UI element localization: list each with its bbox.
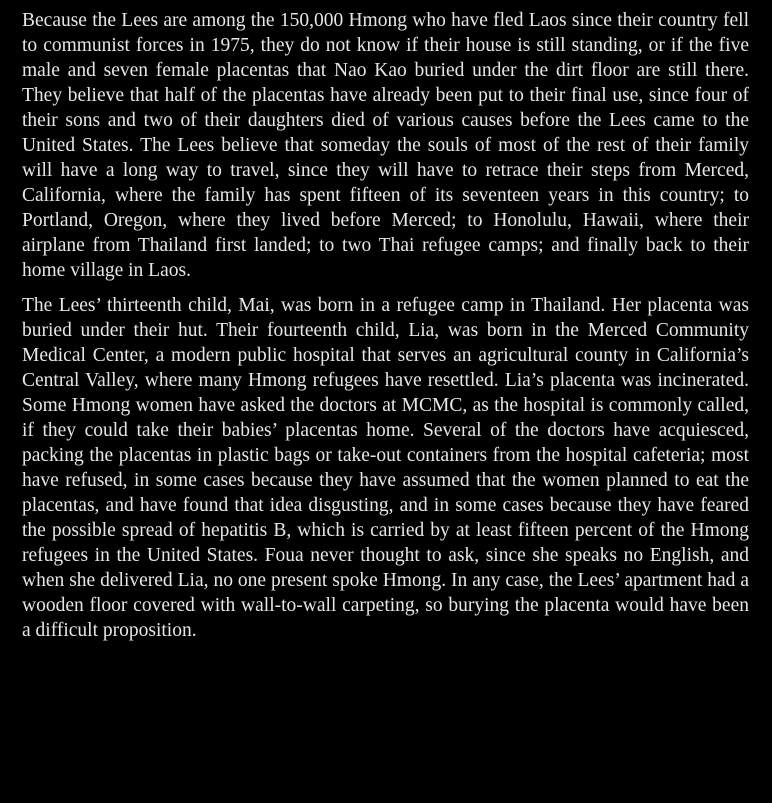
document-body bbox=[22, 8, 749, 653]
paragraph-2: The Lees’ thirteenth child, Mai, was born in a refugee camp in Thailand. Her placenta was buried under their hut. Their fourteenth child, Lia, was born in the Merced Community Medical Center, a modern public hospital that serves an agricultural county in California’s Central Valley, where many Hmong refugees have resettled. Lia’s placenta was incinerated. Some Hmong women have asked the doctors at MCMC, as the hospital is commonly called, if they could take their babies’ placentas home. Several of the doctors have acquiesced, packing the placentas in plastic bags or take-out containers from the hospital cafeteria; most have refused, in some cases because they have assumed that the women planned to eat the placentas, and have found that idea disgusting, and in some cases because they have feared the possible spread of hepatitis B, which is carried by at least fifteen percent of the Hmong refugees in the United States. Foua never thought to ask, since she speaks no English, and when she delivered Lia, no one present spoke Hmong. In any case, the Lees’ apartment had a wooden floor covered with wall-to-wall carpeting, so burying the placenta would have been a difficult proposition. bbox=[22, 295, 749, 641]
paragraph-1: Because the Lees are among the 150,000 Hmong who have fled Laos since their country fell to communist forces in 1975, they do not know if their house is still standing, or if the five male and seven female placentas that Nao Kao buried under the dirt floor are still there. They believe that half of the placentas have already been put to their final use, since four of their sons and two of their daughters died of various causes before the Lees came to the United States. The Lees believe that someday the souls of most of the rest of their family will have a long way to travel, since they will have to retrace their steps from Merced, California, where the family has spent fifteen of its seventeen years in this country; to Portland, Oregon, where they lived before Merced; to Honolulu, Hawaii, where their airplane from Thailand first landed; to two Thai refugee camps; and finally back to their home village in Laos. bbox=[22, 10, 749, 281]
